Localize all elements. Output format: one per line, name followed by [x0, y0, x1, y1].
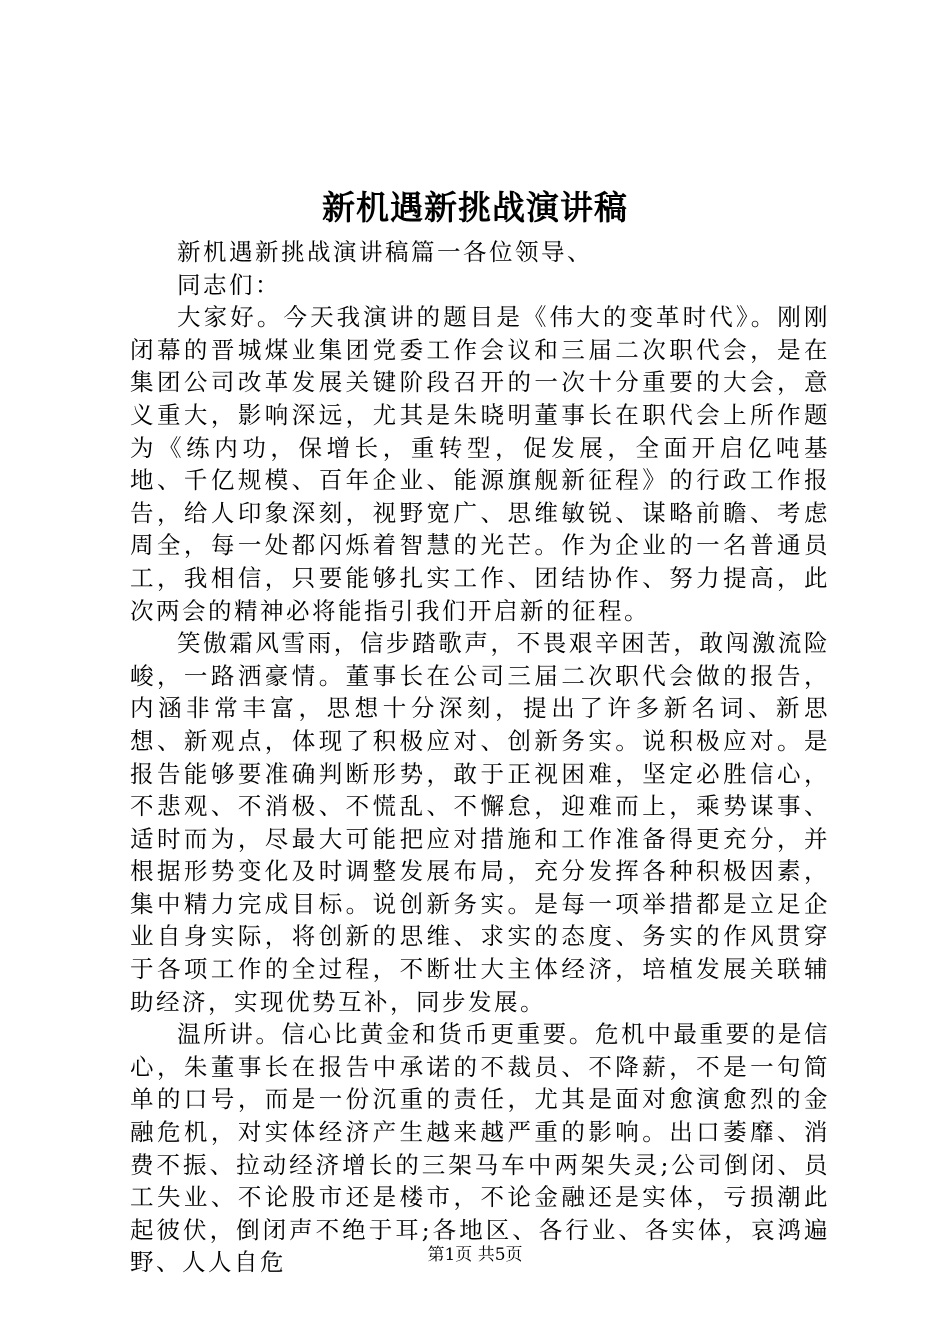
paragraph: 同志们：: [177, 270, 281, 299]
document-title: 新机遇新挑战演讲稿: [322, 188, 628, 227]
paragraph: 笑傲霜风雪雨，信步踏歌声，不畏艰辛困苦，敢闯激流险峻，一路洒豪情。董事长在公司三届二次职代会做的报告，内涵非常丰富，思想十分深刻，提出了许多新名词、新思想、新观点，体现了积极应对、创新务实。说积极应对。是报告能够要准确判断形势，敢于正视困难，坚定必胜信心，不悲观、不消极、不慌乱、不懈怠，迎难而上，乘势谋事、适时而为，尽最大可能把应对措施和工作准备得更充分，并根据形势变化及时调整发展布局，充分发挥各种积极因素，集中精力完成目标。说创新务实。是每一项举措都是立足企业自身实际，将创新的思维、求实的态度、务实的作风贯穿于各项工作的全过程，不断壮大主体经济，培植发展关联辅助经济，实现优势互补，同步发展。: [130, 629, 830, 1016]
paragraph: 新机遇新挑战演讲稿篇一各位领导、: [177, 238, 593, 266]
document-body: [130, 236, 830, 1279]
page-footer: 第1页 共5页: [427, 1245, 523, 1265]
paragraph: 大家好。今天我演讲的题目是《伟大的变革时代》。刚刚闭幕的晋城煤业集团党委工作会议和三届二次职代会，是在集团公司改革发展关键阶段召开的一次十分重要的大会，意义重大，影响深远，尤其是朱晓明董事长在职代会上所作题为《练内功，保增长，重转型，促发展，全面开启亿吨基地、千亿规模、百年企业、能源旗舰新征程》的行政工作报告，给人印象深刻，视野宽广、思维敏锐、谋略前瞻、考虑周全，每一处都闪烁着智慧的光芒。作为企业的一名普通员工，我相信，只要能够扎实工作、团结协作、努力提高，此次两会的精神必将能指引我们开启新的征程。: [130, 303, 830, 625]
paragraph: 温所讲。信心比黄金和货币更重要。危机中最重要的是信心，朱董事长在报告中承诺的不裁员、不降薪，不是一句简单的口号，而是一份沉重的责任，尤其是面对愈演愈烈的金融危机，对实体经济产生越来越严重的影响。出口萎靡、消费不振、拉动经济增长的三架马车中两架失灵;公司倒闭、员工失业、不论股市还是楼市，不论金融还是实体，亏损潮此起彼伏，倒闭声不绝于耳;各地区、各行业、各实体，哀鸿遍野、人人自危: [130, 1020, 830, 1277]
